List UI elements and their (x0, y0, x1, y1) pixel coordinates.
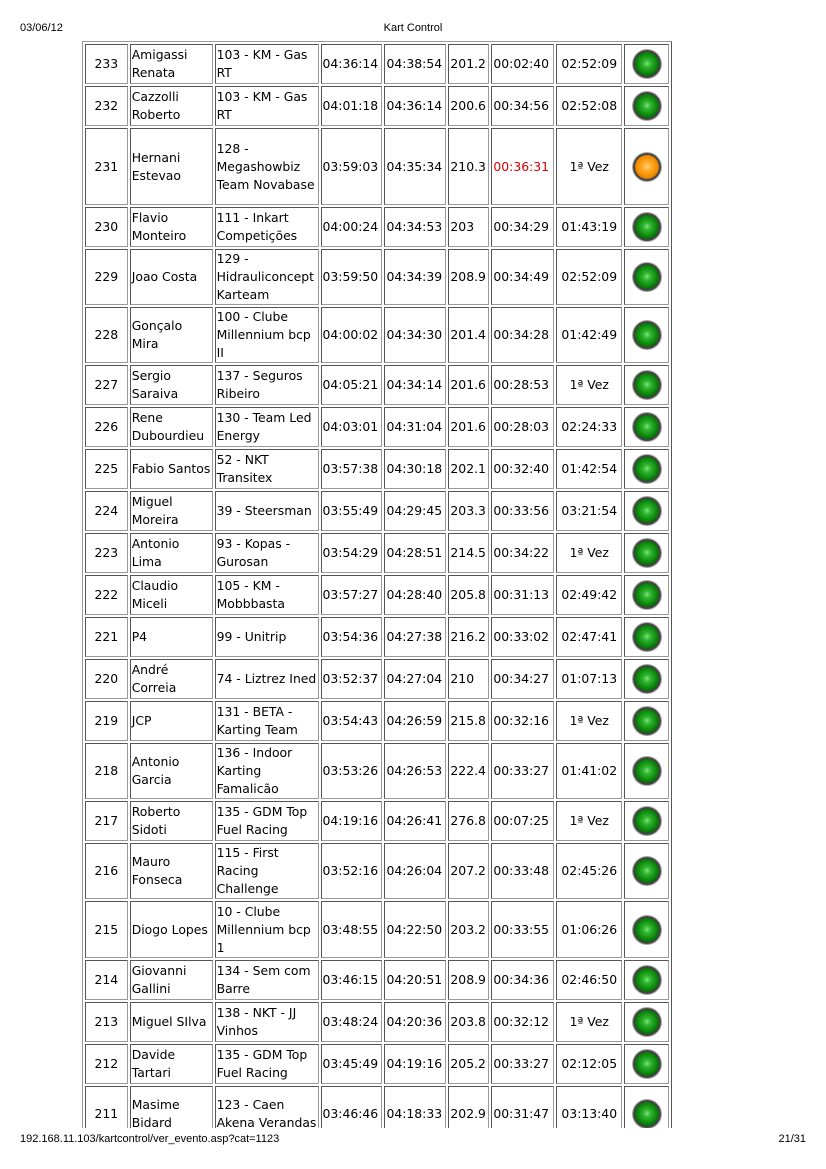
status-cell (624, 407, 669, 447)
speed-cell: 215.8 (448, 701, 489, 741)
green-status-light-icon (633, 857, 661, 885)
team-name-cell: 93 - Kopas - Gurosan (215, 533, 319, 573)
speed-cell: 201.2 (448, 44, 489, 84)
speed-cell: 202.1 (448, 449, 489, 489)
entry-id-cell: 214 (85, 960, 128, 1000)
start-time-cell: 03:57:38 (321, 449, 383, 489)
duration-cell: 00:33:27 (491, 743, 554, 799)
start-time-cell: 04:01:18 (321, 86, 383, 126)
duration-cell: 00:07:25 (491, 801, 554, 841)
speed-cell: 210.3 (448, 128, 489, 205)
entry-id-cell: 211 (85, 1086, 128, 1128)
team-name-cell: 99 - Unitrip (215, 617, 319, 657)
driver-name-cell: Davide Tartari (130, 1044, 213, 1084)
team-name-cell: 103 - KM - Gas RT (215, 86, 319, 126)
duration-cell: 00:32:40 (491, 449, 554, 489)
duration-cell: 00:34:56 (491, 86, 554, 126)
team-name-cell: 111 - Inkart Competições (215, 207, 319, 247)
entry-id-cell: 225 (85, 449, 128, 489)
driver-name-cell: Masime Bidard (130, 1086, 213, 1128)
duration-cell: 00:34:36 (491, 960, 554, 1000)
start-time-cell: 03:59:50 (321, 249, 383, 305)
end-time-cell: 04:34:14 (384, 365, 446, 405)
table-row (85, 659, 669, 699)
driver-name-cell: Miguel SIlva (130, 1002, 213, 1042)
end-time-cell: 04:35:34 (384, 128, 446, 205)
start-time-cell: 03:57:27 (321, 575, 383, 615)
driver-name-cell: André Correia (130, 659, 213, 699)
table-row (85, 743, 669, 799)
results-table (82, 41, 672, 1128)
status-cell (624, 901, 669, 958)
end-time-cell: 04:28:40 (384, 575, 446, 615)
speed-cell: 208.9 (448, 249, 489, 305)
entry-id-cell: 216 (85, 843, 128, 899)
table-row (85, 960, 669, 1000)
entry-id-cell: 227 (85, 365, 128, 405)
page-number: 21/31 (778, 1133, 806, 1145)
speed-cell: 205.2 (448, 1044, 489, 1084)
entry-id-cell: 213 (85, 1002, 128, 1042)
last-time-cell: 02:49:42 (556, 575, 622, 615)
driver-name-cell: Rene Dubourdieu (130, 407, 213, 447)
driver-name-cell: Cazzolli Roberto (130, 86, 213, 126)
green-status-light-icon (633, 50, 661, 78)
duration-cell: 00:34:29 (491, 207, 554, 247)
entry-id-cell: 215 (85, 901, 128, 958)
start-time-cell: 03:55:49 (321, 491, 383, 531)
status-cell (624, 617, 669, 657)
driver-name-cell: Roberto Sidoti (130, 801, 213, 841)
table-row (85, 1002, 669, 1042)
green-status-light-icon (633, 1050, 661, 1078)
last-time-cell: 02:52:09 (556, 44, 622, 84)
end-time-cell: 04:26:41 (384, 801, 446, 841)
team-name-cell: 129 - Hidrauliconcept Karteam (215, 249, 319, 305)
last-time-cell: 02:12:05 (556, 1044, 622, 1084)
status-cell (624, 701, 669, 741)
end-time-cell: 04:26:04 (384, 843, 446, 899)
duration-cell: 00:02:40 (491, 44, 554, 84)
team-name-cell: 135 - GDM Top Fuel Racing (215, 1044, 319, 1084)
duration-cell: 00:34:22 (491, 533, 554, 573)
green-status-light-icon (633, 916, 661, 944)
end-time-cell: 04:31:04 (384, 407, 446, 447)
speed-cell: 214.5 (448, 533, 489, 573)
entry-id-cell: 212 (85, 1044, 128, 1084)
last-time-cell: 1ª Vez (556, 128, 622, 205)
team-name-cell: 136 - Indoor Karting Famalicão (215, 743, 319, 799)
team-name-cell: 128 - Megashowbiz Team Novabase (215, 128, 319, 205)
speed-cell: 203.8 (448, 1002, 489, 1042)
green-status-light-icon (633, 707, 661, 735)
end-time-cell: 04:27:38 (384, 617, 446, 657)
end-time-cell: 04:29:45 (384, 491, 446, 531)
table-row (85, 575, 669, 615)
table-row (85, 1086, 669, 1128)
start-time-cell: 04:03:01 (321, 407, 383, 447)
table-row (85, 407, 669, 447)
last-time-cell: 01:41:02 (556, 743, 622, 799)
driver-name-cell: Amigassi Renata (130, 44, 213, 84)
driver-name-cell: Diogo Lopes (130, 901, 213, 958)
duration-cell: 00:34:49 (491, 249, 554, 305)
entry-id-cell: 230 (85, 207, 128, 247)
speed-cell: 208.9 (448, 960, 489, 1000)
status-cell (624, 743, 669, 799)
end-time-cell: 04:22:50 (384, 901, 446, 958)
green-status-light-icon (633, 455, 661, 483)
end-time-cell: 04:20:36 (384, 1002, 446, 1042)
end-time-cell: 04:34:30 (384, 307, 446, 363)
table-row (85, 1044, 669, 1084)
green-status-light-icon (633, 581, 661, 609)
entry-id-cell: 226 (85, 407, 128, 447)
status-cell (624, 249, 669, 305)
last-time-cell: 01:43:19 (556, 207, 622, 247)
green-status-light-icon (633, 371, 661, 399)
last-time-cell: 03:13:40 (556, 1086, 622, 1128)
speed-cell: 210 (448, 659, 489, 699)
entry-id-cell: 231 (85, 128, 128, 205)
status-cell (624, 207, 669, 247)
duration-cell: 00:31:47 (491, 1086, 554, 1128)
green-status-light-icon (633, 497, 661, 525)
driver-name-cell: Claudio Miceli (130, 575, 213, 615)
end-time-cell: 04:38:54 (384, 44, 446, 84)
table-row (85, 249, 669, 305)
end-time-cell: 04:26:59 (384, 701, 446, 741)
driver-name-cell: Antonio Garcia (130, 743, 213, 799)
entry-id-cell: 223 (85, 533, 128, 573)
start-time-cell: 04:05:21 (321, 365, 383, 405)
speed-cell: 202.9 (448, 1086, 489, 1128)
last-time-cell: 1ª Vez (556, 533, 622, 573)
green-status-light-icon (633, 1100, 661, 1128)
driver-name-cell: JCP (130, 701, 213, 741)
driver-name-cell: Fabio Santos (130, 449, 213, 489)
speed-cell: 203.3 (448, 491, 489, 531)
table-row (85, 86, 669, 126)
last-time-cell: 02:47:41 (556, 617, 622, 657)
last-time-cell: 02:52:08 (556, 86, 622, 126)
table-row (85, 491, 669, 531)
start-time-cell: 03:48:24 (321, 1002, 383, 1042)
table-row (85, 701, 669, 741)
end-time-cell: 04:18:33 (384, 1086, 446, 1128)
status-cell (624, 86, 669, 126)
end-time-cell: 04:36:14 (384, 86, 446, 126)
end-time-cell: 04:34:39 (384, 249, 446, 305)
status-cell (624, 44, 669, 84)
entry-id-cell: 224 (85, 491, 128, 531)
team-name-cell: 39 - Steersman (215, 491, 319, 531)
team-name-cell: 100 - Clube Millennium bcp II (215, 307, 319, 363)
duration-cell: 00:32:12 (491, 1002, 554, 1042)
entry-id-cell: 219 (85, 701, 128, 741)
duration-cell: 00:28:03 (491, 407, 554, 447)
start-time-cell: 04:00:02 (321, 307, 383, 363)
status-cell (624, 533, 669, 573)
end-time-cell: 04:19:16 (384, 1044, 446, 1084)
speed-cell: 203 (448, 207, 489, 247)
duration-cell: 00:33:48 (491, 843, 554, 899)
start-time-cell: 03:48:55 (321, 901, 383, 958)
team-name-cell: 103 - KM - Gas RT (215, 44, 319, 84)
entry-id-cell: 229 (85, 249, 128, 305)
driver-name-cell: Antonio Lima (130, 533, 213, 573)
table-row (85, 617, 669, 657)
green-status-light-icon (633, 413, 661, 441)
duration-cell: 00:33:27 (491, 1044, 554, 1084)
results-table-container (82, 41, 672, 1128)
orange-status-light-icon (633, 153, 661, 181)
table-row (85, 901, 669, 958)
driver-name-cell: Flavio Monteiro (130, 207, 213, 247)
end-time-cell: 04:30:18 (384, 449, 446, 489)
start-time-cell: 03:52:16 (321, 843, 383, 899)
start-time-cell: 03:46:46 (321, 1086, 383, 1128)
table-row (85, 365, 669, 405)
duration-cell: 00:31:13 (491, 575, 554, 615)
team-name-cell: 52 - NKT Transitex (215, 449, 319, 489)
green-status-light-icon (633, 213, 661, 241)
status-cell (624, 659, 669, 699)
driver-name-cell: P4 (130, 617, 213, 657)
status-cell (624, 1044, 669, 1084)
entry-id-cell: 222 (85, 575, 128, 615)
entry-id-cell: 220 (85, 659, 128, 699)
start-time-cell: 03:45:49 (321, 1044, 383, 1084)
table-row (85, 44, 669, 84)
last-time-cell: 01:06:26 (556, 901, 622, 958)
driver-name-cell: Hernani Estevao (130, 128, 213, 205)
end-time-cell: 04:20:51 (384, 960, 446, 1000)
duration-cell: 00:33:02 (491, 617, 554, 657)
last-time-cell: 1ª Vez (556, 701, 622, 741)
last-time-cell: 01:07:13 (556, 659, 622, 699)
last-time-cell: 01:42:49 (556, 307, 622, 363)
team-name-cell: 10 - Clube Millennium bcp 1 (215, 901, 319, 958)
speed-cell: 276.8 (448, 801, 489, 841)
last-time-cell: 03:21:54 (556, 491, 622, 531)
duration-cell: 00:33:56 (491, 491, 554, 531)
driver-name-cell: Mauro Fonseca (130, 843, 213, 899)
entry-id-cell: 221 (85, 617, 128, 657)
entry-id-cell: 217 (85, 801, 128, 841)
green-status-light-icon (633, 966, 661, 994)
duration-cell: 00:34:28 (491, 307, 554, 363)
table-row (85, 449, 669, 489)
status-cell (624, 801, 669, 841)
green-status-light-icon (633, 321, 661, 349)
speed-cell: 200.6 (448, 86, 489, 126)
speed-cell: 201.6 (448, 407, 489, 447)
team-name-cell: 115 - First Racing Challenge (215, 843, 319, 899)
driver-name-cell: Gonçalo Mira (130, 307, 213, 363)
duration-cell: 00:33:55 (491, 901, 554, 958)
status-cell (624, 1002, 669, 1042)
start-time-cell: 03:46:15 (321, 960, 383, 1000)
team-name-cell: 138 - NKT - JJ Vinhos (215, 1002, 319, 1042)
start-time-cell: 03:54:43 (321, 701, 383, 741)
table-row (85, 128, 669, 205)
green-status-light-icon (633, 92, 661, 120)
green-status-light-icon (633, 623, 661, 651)
table-row (85, 843, 669, 899)
last-time-cell: 1ª Vez (556, 365, 622, 405)
page-url: 192.168.11.103/kartcontrol/ver_evento.asp?cat=1123 (20, 1133, 280, 1145)
status-cell (624, 960, 669, 1000)
speed-cell: 207.2 (448, 843, 489, 899)
green-status-light-icon (633, 757, 661, 785)
entry-id-cell: 232 (85, 86, 128, 126)
status-cell (624, 449, 669, 489)
start-time-cell: 04:36:14 (321, 44, 383, 84)
driver-name-cell: Sergio Saraiva (130, 365, 213, 405)
last-time-cell: 02:52:09 (556, 249, 622, 305)
start-time-cell: 03:53:26 (321, 743, 383, 799)
speed-cell: 203.2 (448, 901, 489, 958)
start-time-cell: 03:54:29 (321, 533, 383, 573)
table-row (85, 207, 669, 247)
team-name-cell: 105 - KM - Mobbbasta (215, 575, 319, 615)
duration-cell: 00:28:53 (491, 365, 554, 405)
start-time-cell: 03:59:03 (321, 128, 383, 205)
team-name-cell: 135 - GDM Top Fuel Racing (215, 801, 319, 841)
speed-cell: 201.4 (448, 307, 489, 363)
table-row (85, 307, 669, 363)
start-time-cell: 04:19:16 (321, 801, 383, 841)
green-status-light-icon (633, 665, 661, 693)
speed-cell: 216.2 (448, 617, 489, 657)
driver-name-cell: Miguel Moreira (130, 491, 213, 531)
speed-cell: 222.4 (448, 743, 489, 799)
duration-cell: 00:34:27 (491, 659, 554, 699)
last-time-cell: 02:45:26 (556, 843, 622, 899)
end-time-cell: 04:26:53 (384, 743, 446, 799)
page-title: Kart Control (383, 22, 443, 34)
results-table-body (85, 44, 669, 1128)
last-time-cell: 02:46:50 (556, 960, 622, 1000)
speed-cell: 201.6 (448, 365, 489, 405)
speed-cell: 205.8 (448, 575, 489, 615)
end-time-cell: 04:34:53 (384, 207, 446, 247)
end-time-cell: 04:27:04 (384, 659, 446, 699)
status-cell (624, 128, 669, 205)
green-status-light-icon (633, 1008, 661, 1036)
status-cell (624, 843, 669, 899)
last-time-cell: 01:42:54 (556, 449, 622, 489)
last-time-cell: 1ª Vez (556, 801, 622, 841)
duration-cell: 00:36:31 (491, 128, 554, 205)
entry-id-cell: 233 (85, 44, 128, 84)
team-name-cell: 123 - Caen Akena Verandas (215, 1086, 319, 1128)
status-cell (624, 1086, 669, 1128)
duration-cell: 00:32:16 (491, 701, 554, 741)
status-cell (624, 491, 669, 531)
last-time-cell: 1ª Vez (556, 1002, 622, 1042)
end-time-cell: 04:28:51 (384, 533, 446, 573)
green-status-light-icon (633, 807, 661, 835)
entry-id-cell: 228 (85, 307, 128, 363)
driver-name-cell: Joao Costa (130, 249, 213, 305)
table-row (85, 801, 669, 841)
status-cell (624, 575, 669, 615)
team-name-cell: 74 - Liztrez Ined (215, 659, 319, 699)
driver-name-cell: Giovanni Gallini (130, 960, 213, 1000)
last-time-cell: 02:24:33 (556, 407, 622, 447)
start-time-cell: 04:00:24 (321, 207, 383, 247)
print-date: 03/06/12 (20, 22, 63, 34)
status-cell (624, 307, 669, 363)
table-row (85, 533, 669, 573)
team-name-cell: 134 - Sem com Barre (215, 960, 319, 1000)
team-name-cell: 130 - Team Led Energy (215, 407, 319, 447)
entry-id-cell: 218 (85, 743, 128, 799)
status-cell (624, 365, 669, 405)
green-status-light-icon (633, 539, 661, 567)
start-time-cell: 03:52:37 (321, 659, 383, 699)
start-time-cell: 03:54:36 (321, 617, 383, 657)
team-name-cell: 131 - BETA - Karting Team (215, 701, 319, 741)
green-status-light-icon (633, 263, 661, 291)
team-name-cell: 137 - Seguros Ribeiro (215, 365, 319, 405)
